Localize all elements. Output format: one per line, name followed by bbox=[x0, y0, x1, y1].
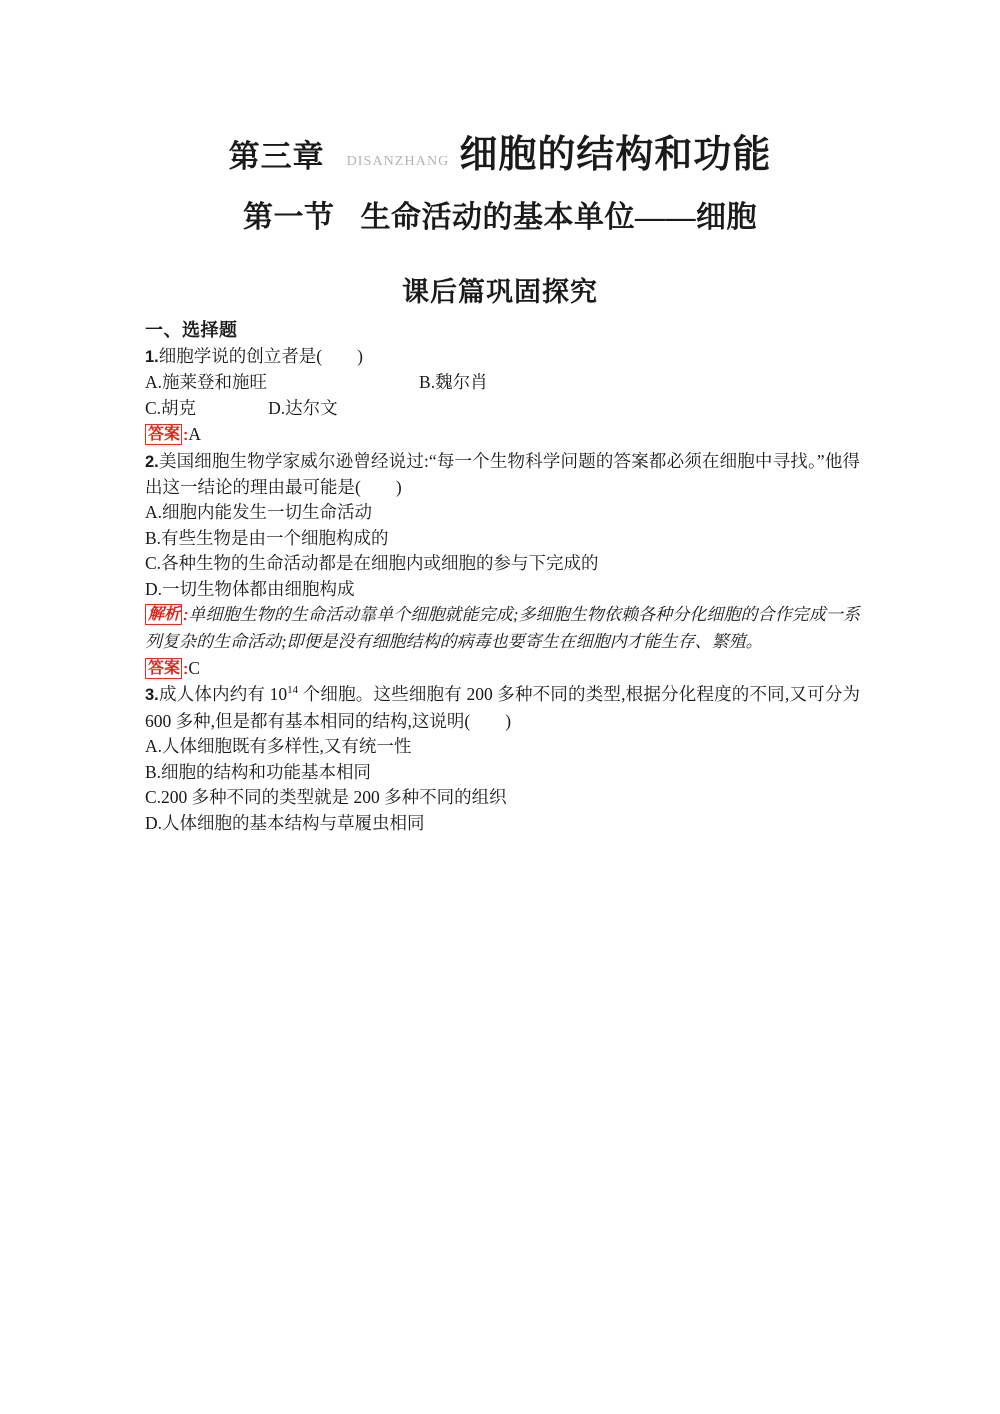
chapter-title: 细胞的结构和功能 bbox=[459, 134, 772, 176]
question-stem-text-part2: 个细胞。这些细胞有 200 多种不同的类型,根据分化程度的不同,又可分为 600 多种,但是都有基本相同的结构,这说明( ) bbox=[145, 684, 861, 731]
chapter-heading bbox=[0, 136, 1000, 174]
analysis-text: 单细胞生物的生命活动靠单个细胞就能完成;多细胞生物依赖各种分化细胞的合作完成一系列复杂的生命活动;即便是没有细胞结构的病毒也要寄生在细胞内才能生存、繁殖。 bbox=[145, 605, 860, 652]
answer-line bbox=[145, 422, 860, 448]
answer-value: A bbox=[188, 424, 201, 445]
answer-line bbox=[145, 656, 860, 682]
option-row bbox=[145, 396, 860, 421]
answer-colon: : bbox=[183, 427, 189, 445]
option-a[interactable]: A.施莱登和施旺 bbox=[145, 372, 268, 393]
option-c[interactable]: C.胡克 bbox=[145, 397, 197, 418]
question-group-heading: 一、选择题 bbox=[145, 320, 238, 340]
option-d[interactable]: D.人体细胞的基本结构与草履虫相同 bbox=[145, 812, 425, 833]
question-stem-text-part1: 成人体内约有 10 bbox=[158, 684, 288, 705]
chapter-pinyin: DISANZHANG bbox=[346, 154, 450, 169]
option-row bbox=[145, 370, 860, 395]
analysis-line bbox=[145, 602, 860, 655]
chapter-number: 第三章 bbox=[228, 139, 325, 174]
option-c[interactable]: C.200 多种不同的类型就是 200 多种不同的组织 bbox=[145, 787, 507, 808]
answer-badge: 答案 bbox=[145, 424, 182, 445]
option-a[interactable]: A.细胞内能发生一切生命活动 bbox=[145, 502, 373, 523]
option-b[interactable]: B.细胞的结构和功能基本相同 bbox=[145, 761, 372, 782]
option-c[interactable]: C.各种生物的生命活动都是在细胞内或细胞的参与下完成的 bbox=[145, 553, 599, 574]
question-number: 3. bbox=[145, 686, 159, 705]
section-title: 生命活动的基本单位——细胞 bbox=[360, 201, 757, 234]
analysis-colon: : bbox=[183, 607, 189, 625]
option-a[interactable]: A.人体细胞既有多样性,又有统一性 bbox=[145, 736, 412, 757]
question-stem bbox=[145, 682, 860, 734]
question-number: 2. bbox=[145, 452, 159, 471]
section-number: 第一节 bbox=[243, 201, 335, 234]
answer-value: C bbox=[188, 658, 201, 679]
question-stem-text: 美国细胞生物学家威尔逊曾经说过:“每一个生物科学问题的答案都必须在细胞中寻找。”他得出这一结论的理由最可能是( ) bbox=[145, 450, 860, 498]
option-d[interactable]: D.一切生物体都由细胞构成 bbox=[145, 578, 355, 599]
question-stem bbox=[145, 344, 860, 370]
exercise-content bbox=[145, 318, 860, 836]
answer-badge: 答案 bbox=[145, 658, 182, 679]
answer-colon: : bbox=[183, 661, 189, 679]
question-stem-text: 细胞学说的创立者是( ) bbox=[158, 346, 363, 366]
question-stem bbox=[145, 449, 860, 501]
option-b[interactable]: B.有些生物是由一个细胞构成的 bbox=[145, 527, 389, 548]
question-number: 1. bbox=[145, 348, 159, 366]
option-b[interactable]: B.魏尔肖 bbox=[419, 372, 488, 393]
part-banner: 课后篇巩固探究 bbox=[402, 277, 598, 307]
option-d[interactable]: D.达尔文 bbox=[268, 397, 338, 418]
exponent: 14 bbox=[287, 684, 299, 697]
analysis-badge: 解析 bbox=[145, 604, 182, 625]
section-heading bbox=[0, 203, 1000, 233]
